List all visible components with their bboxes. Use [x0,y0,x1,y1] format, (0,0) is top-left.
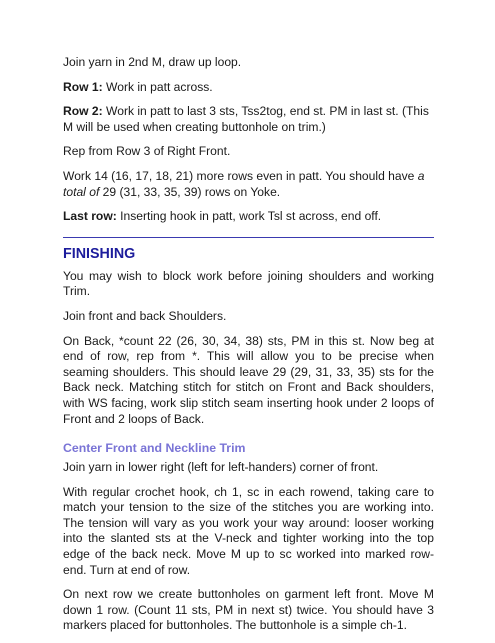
paragraph-block-work: You may wish to block work before joining shoulders and working Trim. [63,268,434,299]
last-row-label: Last row: [63,209,117,224]
paragraph-join-corner: Join yarn in lower right (left for left-handers) corner of front. [63,460,379,475]
work-rows-italic: a total of [63,168,425,199]
work-rows-after: 29 (31, 33, 35, 39) rows on Yoke. [99,184,281,199]
paragraph-last-row [63,209,434,225]
document-page [63,55,434,643]
paragraph-row-1 [63,80,434,96]
paragraph-join-yarn: Join yarn in 2nd M, draw up loop. [63,55,242,69]
row-2-label: Row 2: [63,104,103,119]
paragraph-crochet-hook: With regular crochet hook, ch 1, sc in each rowend, taking care to match your tension to the size of the stitches you are working into. The tension will vary as you work your way around: looser working into the slanted sts at the V-neck and tighter working into the top edge of the back neck. Move M up to sc worked into marked row-end. Turn at end of row. [63,484,434,577]
paragraph-repeat: Rep from Row 3 of Right Front. [63,144,231,159]
paragraph-back-count: On Back, *count 22 (26, 30, 34, 38) sts, PM in this st. Now beg at end of row, rep from *. This will allow you to be precise when seaming shoulders. This should leave 29 (29, 31, 33, 35) sts for the Back neck. Matching stitch for stitch on Front and Back shoulders, with WS facing, work slip stitch seam inserting hook under 2 loops of Front and 2 loops of Back. [63,333,434,426]
paragraph-join-shoulders: Join front and back Shoulders. [63,308,227,323]
row-1-label: Row 1: [63,79,103,94]
finishing-heading: FINISHING [63,245,136,262]
row-2-text: Work in patt to last 3 sts, Tss2tog, end st. PM in last st. (This M will be used when creating buttonhole on trim.) [63,104,429,134]
last-row-text: Inserting hook in patt, work Tsl st across, end off. [116,209,382,224]
row-1-text: Work in patt across. [102,79,213,94]
paragraph-work-rows [63,169,434,200]
work-rows-before: Work 14 (16, 17, 18, 21) more rows even in patt. You should have [63,168,418,183]
paragraph-row-2 [63,104,434,135]
trim-subheading: Center Front and Neckline Trim [63,441,246,456]
paragraph-buttonholes: On next row we create buttonholes on garment left front. Move M down 1 row. (Count 11 sts, PM in next st) twice. You should have 3 markers placed for buttonholes. The buttonhole is a simple ch-1. [63,587,434,633]
section-divider [63,237,434,238]
